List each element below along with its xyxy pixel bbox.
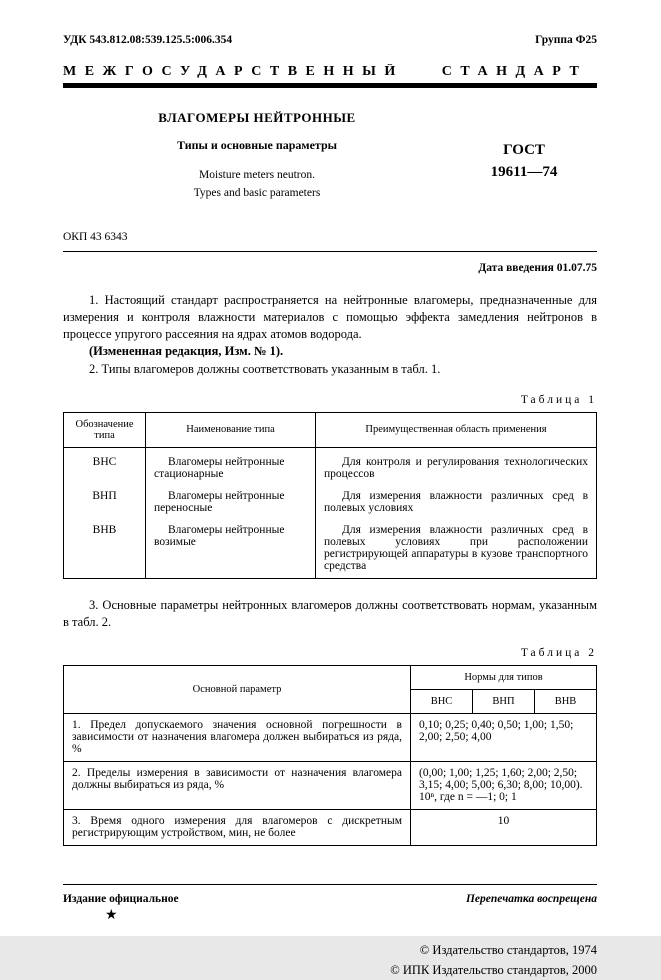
application-area-cell: Для измерения влажности различных сред в полевых условиях xyxy=(316,486,597,520)
table1-caption: Таблица 1 xyxy=(520,393,597,406)
okp-divider xyxy=(63,251,597,252)
title-english-line2: Types and basic parameters xyxy=(193,186,321,199)
footer-rule xyxy=(63,884,597,885)
table2-type-header-vnp: ВНП xyxy=(473,690,535,714)
document-title: ВЛАГОМЕРЫ НЕЙТРОННЫЕ xyxy=(158,110,356,125)
standard-type-heading: МЕЖГОСУДАРСТВЕННЫЙ СТАНДАРТ xyxy=(63,64,588,79)
table2-parameters xyxy=(63,665,597,846)
group-code: Группа Ф25 xyxy=(535,34,597,46)
header-rule xyxy=(63,83,597,88)
table2-param-header: Основной параметр xyxy=(64,666,411,714)
type-code-cell: ВНС xyxy=(64,447,146,486)
copyright-block xyxy=(63,940,597,980)
parameter-cell: 3. Время одного измерения для влагомеров с дискретным регистрирующим устройством, мин, не более xyxy=(64,810,411,846)
norm-value-cell: 0,10; 0,25; 0,40; 0,50; 1,00; 1,50; 2,00; 2,50; 4,00 xyxy=(411,714,597,762)
norm-value-cell: 10 xyxy=(411,810,597,846)
star-icon: ★ xyxy=(105,908,118,924)
table-row xyxy=(64,762,597,810)
top-meta-row xyxy=(63,34,597,46)
body-text xyxy=(63,292,597,378)
type-code-cell: ВНВ xyxy=(64,520,146,579)
paragraph-2: 2. Типы влагомеров должны соответствовать указанным в табл. 1. xyxy=(89,361,441,376)
table2-header-row-1 xyxy=(64,666,597,690)
norm-value-cell: (0,00; 1,00; 1,25; 1,60; 2,00; 2,50; 3,15; 4,00; 5,00; 6,30; 8,00; 10,00). 10ⁿ, где n = —1; 0; 1 xyxy=(411,762,597,810)
amendment-note: (Измененная редакция, Изм. № 1). xyxy=(89,344,284,359)
title-english xyxy=(63,167,451,203)
effective-date: Дата введения 01.07.75 xyxy=(478,261,597,274)
body-text-2 xyxy=(63,597,597,632)
document-subtitle: Типы и основные параметры xyxy=(176,138,338,152)
table2-caption: Таблица 2 xyxy=(520,647,597,660)
reprint-notice: Перепечатка воспрещена xyxy=(465,893,597,906)
table2-type-header-vns: ВНС xyxy=(411,690,473,714)
parameter-cell: 1. Предел допускаемого значения основной погрешности в зависимости от назначения влагомера должен выбираться из ряда, % xyxy=(64,714,411,762)
title-english-line1: Moisture meters neutron. xyxy=(199,169,315,181)
table1-header-code: Обозначение типа xyxy=(64,412,146,447)
type-name-cell: Влагомеры нейтронные стационарные xyxy=(146,447,316,486)
application-area-cell: Для контроля и регулирования технологических процессов xyxy=(316,447,597,486)
copyright-line-2: © ИПК Издательство стандартов, 2000 xyxy=(390,963,597,978)
table2-norms-header: Нормы для типов xyxy=(411,666,597,690)
table-row xyxy=(64,486,597,520)
okp-code: ОКП 43 6343 xyxy=(63,230,128,243)
official-edition-label: Издание официальное xyxy=(63,893,179,906)
paragraph-1: 1. Настоящий стандарт распространяется на нейтронные влагомеры, предназначенные для измерения и контроля влажности материалов с помощью эффекта замедления нейтронов в процессе упругого рассеяния на ядрах атомов водорода. xyxy=(63,292,597,342)
footer-row xyxy=(63,893,597,905)
type-name-cell: Влагомеры нейтронные возимые xyxy=(146,520,316,579)
title-block xyxy=(63,110,451,203)
type-code-cell: ВНП xyxy=(64,486,146,520)
table1-header-area: Преимущественная область применения xyxy=(316,412,597,447)
gost-designation xyxy=(451,140,597,203)
table-row xyxy=(64,810,597,846)
table-row xyxy=(64,714,597,762)
table1-types xyxy=(63,412,597,579)
table1-header-row xyxy=(64,412,597,447)
table1-header-name: Наименование типа xyxy=(146,412,316,447)
gost-label: ГОСТ xyxy=(503,142,545,158)
table-row xyxy=(64,520,597,579)
udk-code: УДК 543.812.08:539.125.5:006.354 xyxy=(63,34,233,46)
table-row xyxy=(64,447,597,486)
gost-number: 19611—74 xyxy=(490,163,558,180)
paragraph-3: 3. Основные параметры нейтронных влагомеров должны соответствовать нормам, указанным в табл. 2. xyxy=(63,597,597,630)
parameter-cell: 2. Пределы измерения в зависимости от назначения влагомера должны выбираться из ряда, % xyxy=(64,762,411,810)
title-area xyxy=(63,110,597,203)
application-area-cell: Для измерения влажности различных сред в полевых условиях при расположении регистрирующей аппаратуры в кузове транспортного средства xyxy=(316,520,597,579)
table2-type-header-vnv: ВНВ xyxy=(535,690,597,714)
type-name-cell: Влагомеры нейтронные переносные xyxy=(146,486,316,520)
copyright-line-1: © Издательство стандартов, 1974 xyxy=(419,943,597,958)
